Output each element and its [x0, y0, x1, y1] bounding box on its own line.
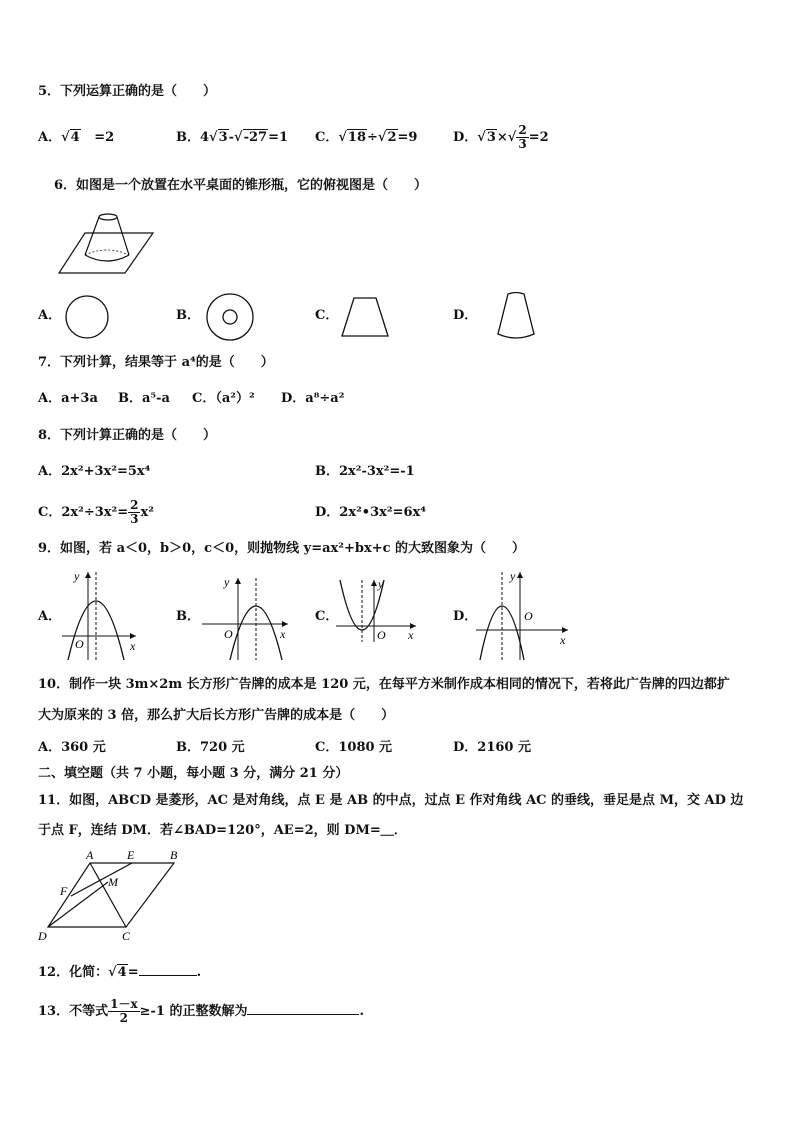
q5-d-den: 3	[518, 137, 527, 151]
q9-b-origin: O	[224, 627, 233, 641]
q13	[38, 997, 364, 1027]
q10-option-c: C．1080 元	[315, 740, 393, 755]
q9-option-a-graph	[60, 568, 140, 660]
q9-d-x-label: x	[560, 633, 566, 647]
q6-option-b-rings	[203, 290, 257, 344]
q5-b-rhs: =1	[268, 130, 289, 145]
q8-c-frac	[128, 499, 140, 526]
q9-b-x-label: x	[280, 627, 286, 641]
q6-option-c-trapezoid	[338, 294, 392, 340]
conical-flask-figure	[55, 205, 155, 277]
q5-b-coef: 4	[200, 130, 210, 145]
label-c: C	[122, 929, 131, 942]
q10-line1: 10．制作一块 3m×2m 长方形广告牌的成本是 120 元，在每平方米制作成本相同的情况下，若将此广告牌的四边都扩	[38, 677, 730, 692]
q5-b-op: -	[228, 130, 235, 145]
q7-option-b: B．a⁵-a	[118, 391, 170, 406]
q5-d-rhs: =2	[528, 130, 549, 145]
q5-option-d: D．√3×√ $\frac{2}{3}$ =2	[453, 123, 549, 151]
q5-a-label: A．	[38, 130, 62, 145]
label-d: D	[38, 929, 47, 942]
q7-option-d: D．a⁸÷a²	[281, 391, 345, 406]
q11-line1: 11．如图，ABCD 是菱形，AC 是对角线，点 E 是 AB 的中点，过点 E 作对角线 AC 的垂线，垂足是点 M，交 AD 边	[38, 793, 744, 808]
q9-option-b-label: B．	[176, 609, 200, 624]
q5-b-rad1: 3	[218, 130, 228, 145]
q12: 12．化简：√4= .	[38, 965, 202, 980]
q8-c-num: 2	[130, 498, 139, 512]
q11-line2: 于点 F，连结 DM．若∠BAD=120°，AE=2，则 DM=＿．	[38, 823, 407, 838]
q6-option-b-label: B．	[176, 308, 200, 323]
q9-option-d-label: D．	[453, 609, 478, 624]
q5-c-rad1: 18	[347, 130, 366, 145]
q6-option-a-circle	[62, 292, 112, 342]
q10-option-b: B．720 元	[176, 740, 245, 755]
q13-end: .	[359, 1004, 365, 1019]
label-e: E	[127, 848, 135, 862]
q5-a-radicand: 4	[70, 130, 80, 145]
q5-d-op: ×	[496, 130, 508, 145]
q13-den: 2	[119, 1011, 129, 1025]
q8-c-den: 3	[130, 512, 139, 526]
q5-d-rad1: 3	[486, 130, 496, 145]
q9-c-origin: O	[377, 628, 386, 642]
label-f: F	[60, 884, 68, 898]
q5-option-c: C．√18÷√2=9	[315, 130, 418, 145]
q5-d-frac	[516, 124, 528, 151]
label-a: A	[86, 848, 94, 862]
q6-option-d-cone	[494, 288, 538, 342]
q12-radicand: 4	[117, 965, 127, 980]
q7-option-a: A．a+3a	[38, 391, 98, 406]
q9-option-c-label: C．	[315, 609, 339, 624]
q8-stem: 8．下列计算正确的是（ ）	[38, 428, 217, 443]
q5-c-rhs: =9	[397, 130, 418, 145]
q9-c-y-label: y	[378, 577, 384, 591]
q5-d-label: D．	[453, 130, 478, 145]
q5-stem: 5．下列运算正确的是（ ）	[38, 84, 217, 99]
q5-a-rhs: =2	[94, 130, 115, 145]
q6-stem: 6．如图是一个放置在水平桌面的锥形瓶，它的俯视图是（ ）	[54, 178, 428, 193]
q9-option-d-graph	[474, 568, 572, 660]
q12-answer-blank[interactable]	[139, 963, 197, 976]
q13-post: ≥-1 的正整数解为	[139, 1004, 248, 1019]
q5-option-a: A．√4 =2	[38, 130, 115, 145]
q10-option-d: D．2160 元	[453, 740, 531, 755]
q7-option-c: C．（a²）²	[192, 391, 255, 406]
q9-option-b-graph	[200, 574, 292, 660]
q9-a-x-label: x	[130, 639, 136, 653]
q8-c-pre: C．2x²÷3x²=	[38, 505, 129, 520]
label-m: M	[108, 875, 118, 889]
q10-line2: 大为原来的 3 倍，那么扩大后长方形广告牌的成本是（ ）	[38, 708, 395, 723]
q5-b-rad2: -27	[243, 130, 268, 145]
q13-answer-blank[interactable]	[247, 1002, 359, 1015]
q7-stem: 7．下列计算，结果等于 a⁴的是（ ）	[38, 355, 274, 370]
q8-option-d: D．2x²•3x²=6x⁴	[315, 505, 426, 520]
q13-num: 1－x	[110, 997, 138, 1011]
q13-pre: 13．不等式	[38, 1004, 109, 1019]
q9-d-origin: O	[524, 609, 533, 623]
q9-a-y-label: y	[74, 569, 80, 583]
q12-post: =	[127, 965, 139, 980]
q5-c-op: ÷	[367, 130, 378, 145]
q8-option-a: A．2x²+3x²=5x⁴	[38, 464, 151, 479]
q5-d-num: 2	[518, 123, 527, 137]
rhombus-figure	[36, 846, 184, 942]
q13-frac	[108, 998, 140, 1025]
q8-c-post: x²	[140, 505, 154, 520]
q9-a-origin: O	[75, 637, 84, 651]
q5-option-b: B．4√3-√-27=1	[176, 130, 289, 145]
section-2-heading: 二、填空题（共 7 小题，每小题 3 分，满分 21 分）	[38, 766, 349, 781]
q9-stem: 9．如图，若 a＜0，b＞0，c＜0，则抛物线 y=ax²+bx+c 的大致图象为（ ）	[38, 541, 526, 556]
label-b: B	[170, 848, 178, 862]
q9-c-x-label: x	[408, 628, 414, 642]
q9-b-y-label: y	[224, 575, 230, 589]
q6-option-c-label: C．	[315, 308, 339, 323]
q12-pre: 12．化简：	[38, 965, 109, 980]
q10-option-a: A．360 元	[38, 740, 106, 755]
q6-option-d-label: D．	[453, 308, 478, 323]
q6-option-a-label: A．	[38, 308, 62, 323]
q9-d-y-label: y	[510, 569, 516, 583]
q8-option-b: B．2x²-3x²=-1	[315, 464, 415, 479]
q9-option-c-graph	[334, 576, 420, 642]
q5-b-label: B．	[176, 130, 200, 145]
q12-end: .	[196, 965, 202, 980]
q8-option-c	[38, 498, 154, 528]
q5-c-rad2: 2	[387, 130, 397, 145]
q9-option-a-label: A．	[38, 609, 62, 624]
q5-c-label: C．	[315, 130, 339, 145]
